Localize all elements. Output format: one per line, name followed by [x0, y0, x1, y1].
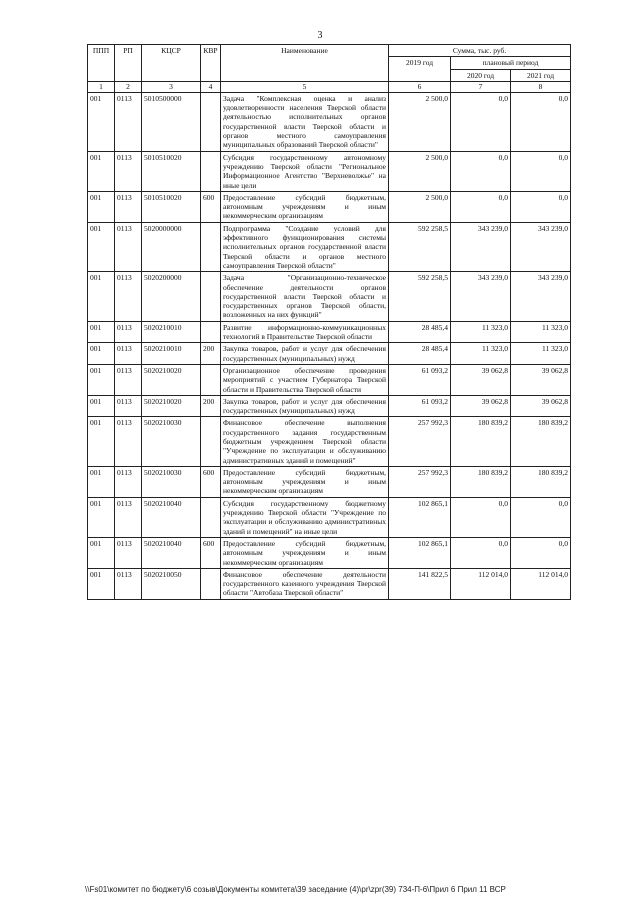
value-2021-cell: 0,0 — [511, 497, 571, 537]
name-cell: Финансовое обеспечение выполнения государственного задания государственным бюджетным учреждением Тверской области "Учреждение по эксплуатации и обслуживанию административных зданий и помещений" — [221, 417, 389, 466]
value-2020-cell: 0,0 — [451, 92, 511, 151]
ppp-cell: 001 — [88, 417, 115, 466]
kcsr-cell: 5020210010 — [142, 321, 201, 343]
value-2021-cell: 11 323,0 — [511, 343, 571, 365]
value-2019-cell: 592 258,5 — [389, 272, 451, 321]
rp-cell: 0113 — [115, 272, 142, 321]
table-row — [88, 222, 571, 271]
kcsr-cell: 5020210030 — [142, 466, 201, 497]
name-cell: Закупка товаров, работ и услуг для обеспечения государственных (муниципальных) нужд — [221, 395, 389, 417]
header-2021: 2021 год — [511, 69, 571, 81]
value-2019-cell: 28 485,4 — [389, 321, 451, 343]
name-cell: Подпрограмма "Создание условий для эффективного функционирования системы исполнительных органов государственной власти Тверской области и органов местного самоуправления Тверской области" — [221, 222, 389, 271]
name-cell: Задача "Комплексная оценка и анализ удовлетворенности населения Тверской области деятельностью исполнительных органов государственной власти Тверской области и органов местного самоуправления муниципальных образований Тверской области" — [221, 92, 389, 151]
page-number: 3 — [317, 30, 323, 41]
value-2021-cell: 39 062,8 — [511, 395, 571, 417]
header-ppp: ППП — [88, 45, 115, 82]
value-2019-cell: 28 485,4 — [389, 343, 451, 365]
column-number: 6 — [389, 81, 451, 92]
value-2020-cell: 0,0 — [451, 191, 511, 222]
rp-cell: 0113 — [115, 151, 142, 191]
table-row — [88, 466, 571, 497]
table-row — [88, 497, 571, 537]
ppp-cell: 001 — [88, 191, 115, 222]
budget-table — [87, 44, 571, 600]
value-2020-cell: 39 062,8 — [451, 364, 511, 395]
table-row — [88, 395, 571, 417]
column-number: 7 — [451, 81, 511, 92]
kvr-cell — [201, 92, 221, 151]
column-number: 8 — [511, 81, 571, 92]
ppp-cell: 001 — [88, 321, 115, 343]
value-2020-cell: 0,0 — [451, 497, 511, 537]
kcsr-cell: 5010500000 — [142, 92, 201, 151]
value-2019-cell: 592 258,5 — [389, 222, 451, 271]
ppp-cell: 001 — [88, 92, 115, 151]
value-2019-cell: 141 822,5 — [389, 568, 451, 599]
rp-cell: 0113 — [115, 466, 142, 497]
value-2019-cell: 102 865,1 — [389, 497, 451, 537]
kcsr-cell: 5020210020 — [142, 364, 201, 395]
value-2021-cell: 0,0 — [511, 92, 571, 151]
kcsr-cell: 5020210050 — [142, 568, 201, 599]
column-number: 1 — [88, 81, 115, 92]
header-rp: РП — [115, 45, 142, 82]
kcsr-cell: 5010510020 — [142, 151, 201, 191]
kcsr-cell: 5020210010 — [142, 343, 201, 365]
value-2021-cell: 0,0 — [511, 151, 571, 191]
value-2021-cell: 39 062,8 — [511, 364, 571, 395]
value-2020-cell: 343 239,0 — [451, 272, 511, 321]
column-number: 4 — [201, 81, 221, 92]
rp-cell: 0113 — [115, 191, 142, 222]
value-2021-cell: 0,0 — [511, 537, 571, 568]
table-row — [88, 151, 571, 191]
table-body — [88, 81, 571, 599]
name-cell: Предоставление субсидий бюджетным, автономным учреждениям и иным некоммерческим организациям — [221, 537, 389, 568]
value-2021-cell: 180 839,2 — [511, 466, 571, 497]
file-path-footer: \\Fs01\комитет по бюджету\6 созыв\Документы комитета\39 заседание (4)\pr\zpr(39) 734-П-6\Прил 6 Прил 11 ВСР — [85, 885, 506, 894]
kvr-cell — [201, 321, 221, 343]
rp-cell: 0113 — [115, 92, 142, 151]
table-row — [88, 321, 571, 343]
value-2020-cell: 180 839,2 — [451, 417, 511, 466]
value-2020-cell: 343 239,0 — [451, 222, 511, 271]
value-2020-cell: 11 323,0 — [451, 321, 511, 343]
kvr-cell: 200 — [201, 395, 221, 417]
kvr-cell — [201, 151, 221, 191]
table-row — [88, 343, 571, 365]
ppp-cell: 001 — [88, 343, 115, 365]
kvr-cell: 600 — [201, 537, 221, 568]
value-2020-cell: 0,0 — [451, 537, 511, 568]
value-2019-cell: 61 093,2 — [389, 395, 451, 417]
value-2019-cell: 102 865,1 — [389, 537, 451, 568]
header-kvr: КВР — [201, 45, 221, 82]
table-row — [88, 364, 571, 395]
ppp-cell: 001 — [88, 537, 115, 568]
kcsr-cell: 5020200000 — [142, 272, 201, 321]
kvr-cell — [201, 222, 221, 271]
value-2021-cell: 11 323,0 — [511, 321, 571, 343]
ppp-cell: 001 — [88, 395, 115, 417]
header-planned-period: плановый период — [451, 57, 571, 69]
name-cell: Предоставление субсидий бюджетным, автономным учреждениям и иным некоммерческим организациям — [221, 466, 389, 497]
rp-cell: 0113 — [115, 395, 142, 417]
rp-cell: 0113 — [115, 222, 142, 271]
table-row — [88, 92, 571, 151]
kcsr-cell: 5020210030 — [142, 417, 201, 466]
table-row — [88, 568, 571, 599]
name-cell: Развитие информационно-коммуникационных технологий в Правительстве Тверской области — [221, 321, 389, 343]
kvr-cell — [201, 272, 221, 321]
value-2020-cell: 39 062,8 — [451, 395, 511, 417]
kvr-cell — [201, 364, 221, 395]
rp-cell: 0113 — [115, 321, 142, 343]
header-2019: 2019 год — [389, 57, 451, 82]
name-cell: Закупка товаров, работ и услуг для обеспечения государственных (муниципальных) нужд — [221, 343, 389, 365]
kcsr-cell: 5020000000 — [142, 222, 201, 271]
value-2020-cell: 112 014,0 — [451, 568, 511, 599]
name-cell: Предоставление субсидий бюджетным, автономным учреждениям и иным некоммерческим организациям — [221, 191, 389, 222]
value-2019-cell: 2 500,0 — [389, 191, 451, 222]
value-2019-cell: 61 093,2 — [389, 364, 451, 395]
value-2021-cell: 343 239,0 — [511, 272, 571, 321]
column-number: 3 — [142, 81, 201, 92]
value-2020-cell: 0,0 — [451, 151, 511, 191]
column-number: 5 — [221, 81, 389, 92]
kvr-cell — [201, 497, 221, 537]
kcsr-cell: 5020210040 — [142, 497, 201, 537]
value-2021-cell: 343 239,0 — [511, 222, 571, 271]
column-number: 2 — [115, 81, 142, 92]
ppp-cell: 001 — [88, 497, 115, 537]
header-name: Наименование — [221, 45, 389, 82]
ppp-cell: 001 — [88, 222, 115, 271]
name-cell: Субсидия государственному автономному учреждению Тверской области "Региональное Информационное Агентство "Верхневолжье" на иные цели — [221, 151, 389, 191]
rp-cell: 0113 — [115, 537, 142, 568]
name-cell: Финансовое обеспечение деятельности государственного казенного учреждения Тверской области "Автобаза Тверской области" — [221, 568, 389, 599]
value-2021-cell: 180 839,2 — [511, 417, 571, 466]
kvr-cell — [201, 417, 221, 466]
rp-cell: 0113 — [115, 364, 142, 395]
name-cell: Задача "Организационно-техническое обеспечение деятельности органов государственной власти Тверской области и государственных органов Тверской области, возложенных на них функций" — [221, 272, 389, 321]
table-row — [88, 191, 571, 222]
table-row — [88, 537, 571, 568]
value-2020-cell: 180 839,2 — [451, 466, 511, 497]
rp-cell: 0113 — [115, 497, 142, 537]
value-2021-cell: 0,0 — [511, 191, 571, 222]
table-header — [88, 45, 571, 82]
value-2019-cell: 2 500,0 — [389, 151, 451, 191]
kvr-cell: 600 — [201, 191, 221, 222]
table-row — [88, 417, 571, 466]
header-kcsr: КЦСР — [142, 45, 201, 82]
rp-cell: 0113 — [115, 568, 142, 599]
ppp-cell: 001 — [88, 151, 115, 191]
kcsr-cell: 5020210040 — [142, 537, 201, 568]
kcsr-cell: 5020210020 — [142, 395, 201, 417]
header-sum: Сумма, тыс. руб. — [389, 45, 571, 57]
value-2019-cell: 257 992,3 — [389, 417, 451, 466]
name-cell: Организационное обеспечение проведения мероприятий с участием Губернатора Тверской области и Правительства Тверской области — [221, 364, 389, 395]
column-number-row — [88, 81, 571, 92]
ppp-cell: 001 — [88, 364, 115, 395]
ppp-cell: 001 — [88, 466, 115, 497]
rp-cell: 0113 — [115, 417, 142, 466]
rp-cell: 0113 — [115, 343, 142, 365]
header-2020: 2020 год — [451, 69, 511, 81]
value-2019-cell: 257 992,3 — [389, 466, 451, 497]
ppp-cell: 001 — [88, 568, 115, 599]
value-2019-cell: 2 500,0 — [389, 92, 451, 151]
name-cell: Субсидия государственному бюджетному учреждению Тверской области "Учреждение по эксплуатации и обслуживанию административных зданий и помещений" на иные цели — [221, 497, 389, 537]
ppp-cell: 001 — [88, 272, 115, 321]
table-row — [88, 272, 571, 321]
value-2021-cell: 112 014,0 — [511, 568, 571, 599]
kvr-cell: 600 — [201, 466, 221, 497]
kvr-cell: 200 — [201, 343, 221, 365]
kcsr-cell: 5010510020 — [142, 191, 201, 222]
kvr-cell — [201, 568, 221, 599]
value-2020-cell: 11 323,0 — [451, 343, 511, 365]
